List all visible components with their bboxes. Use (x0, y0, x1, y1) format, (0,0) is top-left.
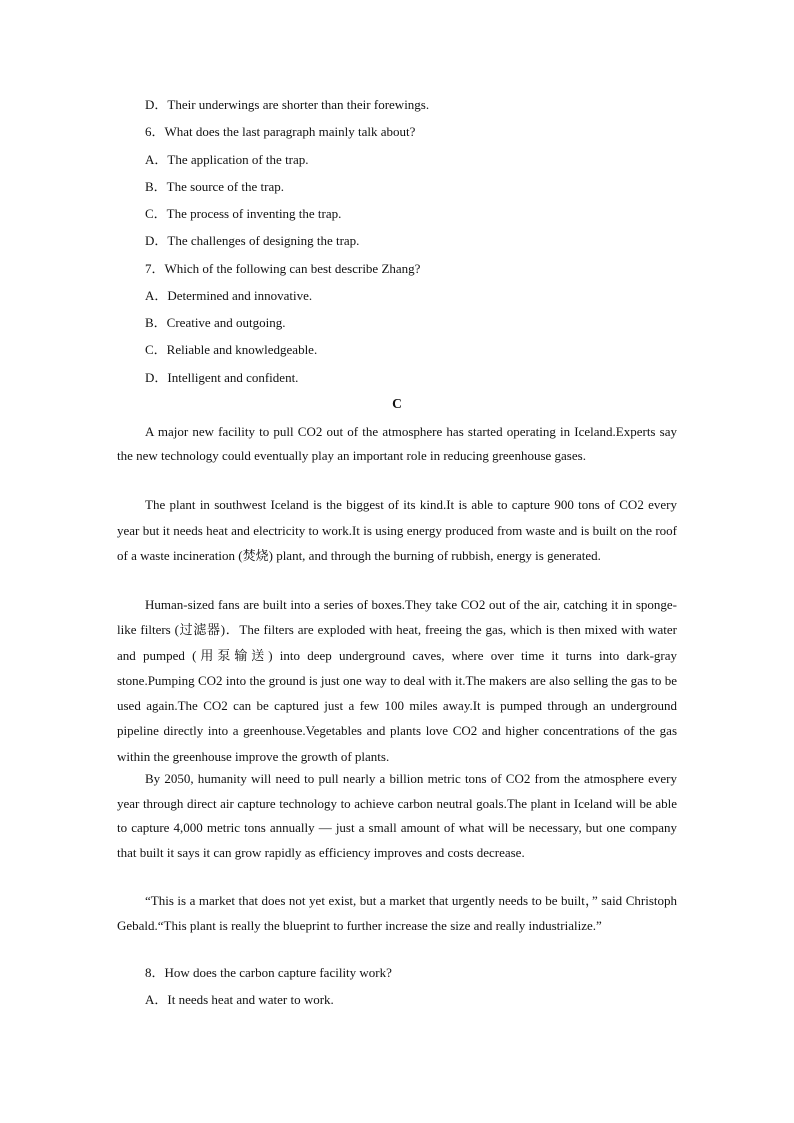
q8-stem: 8．How does the carbon capture facility work? (145, 965, 392, 980)
q5-option-d: D．Their underwings are shorter than their forewings. (145, 97, 430, 112)
q6-option-b: B．The source of the trap. (145, 179, 284, 194)
passage-paragraph-3: Human-sized fans are built into a series of boxes.They take CO2 out of the air, catching it in sponge-like filters (过滤器)．The filters are exploded with heat, freeing the gas, which is then mixed with water and pumped (用泵输送) into deep underground caves, where over time it turns into dark-gray stone.Pumping CO2 into the ground is just one way to deal with it.The makers are also selling the gas to be used again.The CO2 can be captured just a few 100 miles away.It is pumped through an underground pipeline directly into a greenhouse.Vegetables and plants love CO2 and higher concentrations of the gas within the greenhouse improve the growth of plants. (117, 597, 677, 764)
passage-paragraph-2: The plant in southwest Iceland is the biggest of its kind.It is able to capture 900 tons of CO2 every year but it needs heat and electricity to work.It is using energy produced from waste and is built on the roof of a waste incineration (焚烧) plant, and through the burning of rubbish, energy is generated. (117, 497, 677, 563)
q7-stem: 7．Which of the following can best describe Zhang? (145, 261, 421, 276)
passage-paragraph-4: By 2050, humanity will need to pull nearly a billion metric tons of CO2 from the atmosphere every year through direct air capture technology to achieve carbon neutral goals.The plant in Iceland will be able to capture 4,000 metric tons annually — just a small amount of what will be necessary, but one company that built it says it can grow rapidly as efficiency improves and costs decrease. (117, 771, 677, 860)
passage-paragraph-1: A major new facility to pull CO2 out of the atmosphere has started operating in Iceland.Experts say the new technology could eventually play an important role in reducing greenhouse gases. (117, 424, 677, 463)
q7-option-c: C．Reliable and knowledgeable. (145, 342, 318, 357)
q6-stem: 6．What does the last paragraph mainly talk about? (145, 124, 416, 139)
q7-option-b: B．Creative and outgoing. (145, 315, 286, 330)
q6-option-d: D．The challenges of designing the trap. (145, 233, 360, 248)
q6-option-a: A．The application of the trap. (145, 152, 309, 167)
passage-paragraph-5: “This is a market that does not yet exist, but a market that urgently needs to be built，” said Christoph Gebald.“This plant is really the blueprint to further increase the size and really industrialize.” (117, 893, 677, 933)
q6-option-c: C．The process of inventing the trap. (145, 206, 342, 221)
passage-heading: C (392, 396, 402, 411)
q7-option-a: A．Determined and innovative. (145, 288, 313, 303)
q8-option-a: A．It needs heat and water to work. (145, 992, 334, 1007)
q7-option-d: D．Intelligent and confident. (145, 370, 299, 385)
